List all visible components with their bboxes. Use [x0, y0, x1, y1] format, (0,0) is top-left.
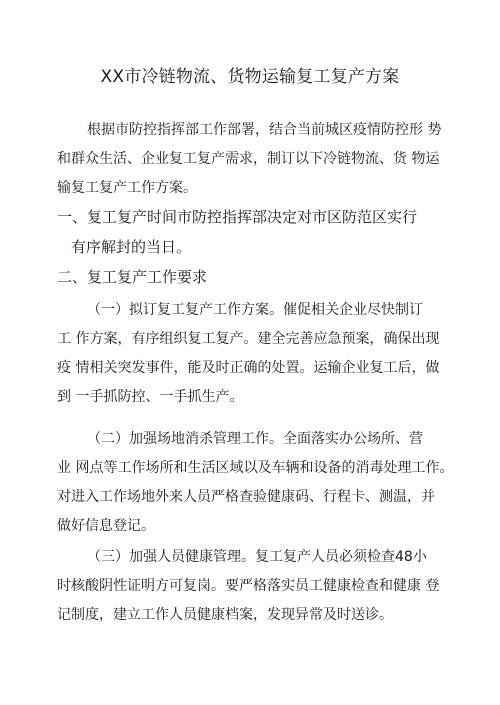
intro-paragraph [57, 116, 467, 203]
section-2-heading-text: 二、复工复产工作要求 [57, 268, 208, 286]
intro-line: 根据市防控指挥部工作部署，结合当前城区疫情防控形 势 [87, 122, 442, 138]
intro-line: 和群众生活、企业复工复产需求，制订以下冷链物流、货 物运 [57, 151, 440, 167]
section-2-heading [57, 262, 467, 292]
item-2-line: （二）加强场地消杀管理工作。全面落实办公场所、营 [87, 431, 423, 447]
item-3-line: （三）加强人员健康管理。复工复产人员必须检查48小 [87, 549, 427, 565]
item-1-paragraph [57, 296, 467, 412]
item-3-paragraph [57, 543, 467, 630]
section-1-line: 有序解封的当日。 [71, 238, 192, 256]
section-1-line: 一、复工复产时间市防控指挥部决定对市区防范区实行 [57, 208, 418, 226]
section-1 [57, 202, 467, 262]
item-1-line: 工 作方案，有序组织复工复产。建全完善应急预案，确保出现 [57, 331, 440, 347]
item-2-line: 业 网点等工作场所和生活区域以及车辆和设备的消毒处理工作。 [57, 460, 454, 476]
item-2-line: 对进入工作场地外来人员严格查验健康码、行程卡、测温，并 [57, 489, 435, 505]
item-2-line: 做好信息登记。 [57, 518, 155, 534]
item-1-line: 到 一手抓防控、一手抓生产。 [57, 389, 244, 405]
document-title: XX市冷链物流、货物运输复工复产方案 [100, 67, 400, 87]
item-2-paragraph [57, 425, 467, 541]
intro-line: 输复工复产工作方案。 [57, 180, 197, 196]
item-3-line: 记制度，建立工作人员健康档案，发现异常及时送诊。 [57, 607, 393, 623]
item-1-line: 疫 情相关突发事件，能及时正确的处置。运输企业复工后，做 [57, 360, 440, 376]
item-1-line: （一）拟订复工复产工作方案。催促相关企业尽快制订 [87, 302, 423, 318]
item-3-line: 时核酸阴性证明方可复岗。要严格落实员工健康检查和健康 登 [57, 578, 440, 594]
